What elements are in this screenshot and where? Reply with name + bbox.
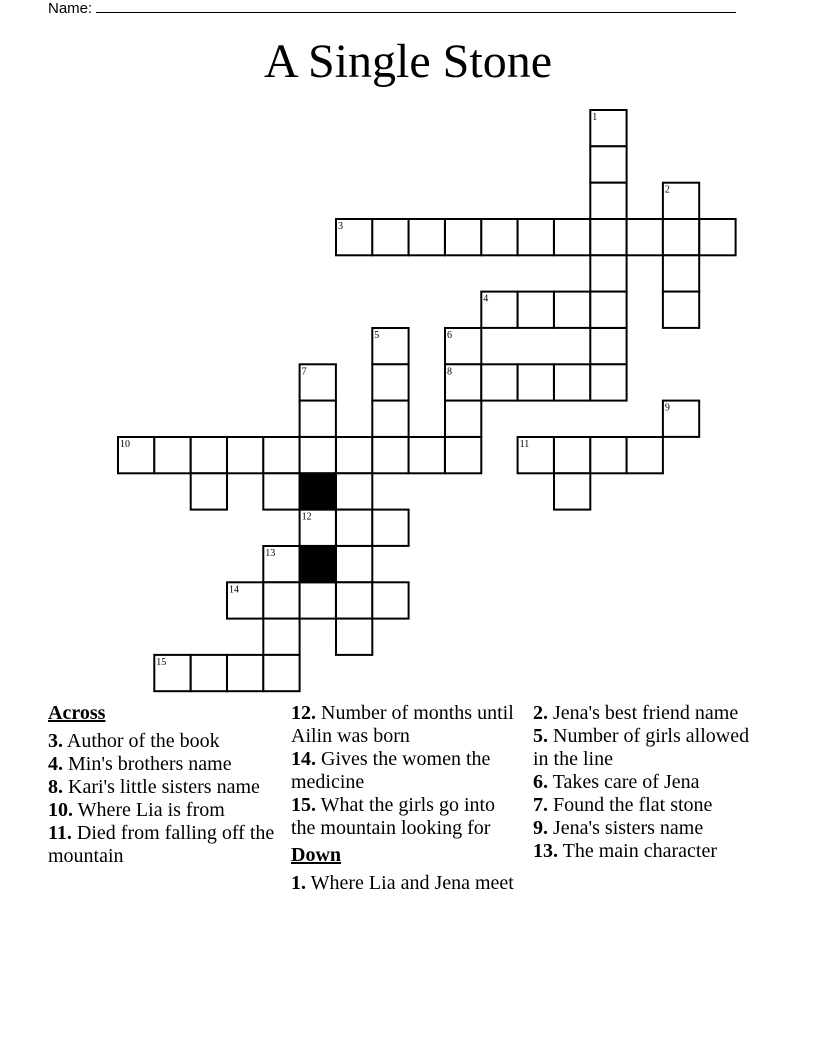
crossword-cell[interactable] xyxy=(590,219,626,255)
crossword-cell[interactable] xyxy=(191,655,227,691)
crossword-cell[interactable] xyxy=(372,219,408,255)
across-clue: 15. What the girls go into the mountain looking for xyxy=(291,794,496,839)
crossword-cell[interactable] xyxy=(590,364,626,400)
crossword-cell[interactable] xyxy=(445,437,481,473)
down-clue: 7. Found the flat stone xyxy=(533,794,713,816)
crossword-cell[interactable] xyxy=(263,619,299,655)
across-clue: 12. Number of months until Ailin was born xyxy=(291,702,514,747)
crossword-cell[interactable] xyxy=(227,437,263,473)
clues-column-2 xyxy=(291,702,519,895)
page-title: A Single Stone xyxy=(263,35,553,88)
crossword-cell[interactable] xyxy=(481,364,517,400)
crossword-cell[interactable] xyxy=(154,437,190,473)
clue-number: 12 xyxy=(301,511,312,523)
crossword-cell[interactable] xyxy=(590,328,626,364)
crossword-cell[interactable] xyxy=(300,437,336,473)
crossword-cell[interactable] xyxy=(627,219,663,255)
crossword-cell[interactable] xyxy=(445,219,481,255)
down-clue: 1. Where Lia and Jena meet xyxy=(291,872,514,894)
clues-column-3 xyxy=(533,702,761,863)
clue-number: 5 xyxy=(374,330,380,341)
across-clue: 14. Gives the women the medicine xyxy=(291,748,491,793)
crossword-cell[interactable] xyxy=(263,582,299,618)
crossword-cell[interactable] xyxy=(445,401,481,437)
clue-number: 8 xyxy=(447,366,452,378)
clue-number: 9 xyxy=(664,402,670,414)
blocked-cell xyxy=(300,473,336,509)
down-heading: Down xyxy=(291,844,342,866)
crossword-cell[interactable] xyxy=(263,473,299,509)
name-label: Name: xyxy=(48,0,93,17)
crossword-cell[interactable] xyxy=(336,510,372,546)
crossword-cell[interactable] xyxy=(627,437,663,473)
crossword-cell[interactable] xyxy=(590,183,626,219)
crossword-cell[interactable] xyxy=(336,546,372,582)
crossword-cell[interactable] xyxy=(554,364,590,400)
crossword-cell[interactable] xyxy=(518,364,554,400)
crossword-cell[interactable] xyxy=(409,437,445,473)
crossword-cell[interactable] xyxy=(263,437,299,473)
across-clue: 10. Where Lia is from xyxy=(48,799,225,821)
crossword-cell[interactable] xyxy=(663,292,699,328)
clue-number: 7 xyxy=(301,366,307,378)
crossword-cell[interactable] xyxy=(336,582,372,618)
crossword-cell[interactable] xyxy=(590,437,626,473)
crossword-cell[interactable] xyxy=(554,473,590,509)
crossword-cell[interactable] xyxy=(191,473,227,509)
across-clue: 11. Died from falling off the mountain xyxy=(48,822,275,867)
crossword-cell[interactable] xyxy=(336,437,372,473)
blocked-cell xyxy=(300,546,336,582)
clue-number: 1 xyxy=(592,112,598,123)
crossword-cell[interactable] xyxy=(663,255,699,291)
crossword-cell[interactable] xyxy=(336,473,372,509)
down-clue: 6. Takes care of Jena xyxy=(533,771,700,793)
crossword-cell[interactable] xyxy=(409,219,445,255)
crossword-cell[interactable] xyxy=(372,437,408,473)
across-clue: 4. Min's brothers name xyxy=(48,753,232,775)
clue-number: 14 xyxy=(229,584,239,596)
crossword-cell[interactable] xyxy=(518,219,554,255)
down-clue: 9. Jena's sisters name xyxy=(533,817,704,839)
down-clue: 13. The main character xyxy=(533,840,717,862)
crossword-cell[interactable] xyxy=(590,255,626,291)
crossword-cell[interactable] xyxy=(263,655,299,691)
crossword-cell[interactable] xyxy=(554,437,590,473)
clue-number: 3 xyxy=(338,221,343,232)
crossword-cell[interactable] xyxy=(663,219,699,255)
crossword-cell[interactable] xyxy=(590,146,626,182)
crossword-cell[interactable] xyxy=(554,219,590,255)
down-clue: 2. Jena's best friend name xyxy=(533,702,739,724)
crossword-cell[interactable] xyxy=(699,219,735,255)
crossword-cell[interactable] xyxy=(300,401,336,437)
crossword-cell[interactable] xyxy=(481,219,517,255)
clue-number: 15 xyxy=(156,656,167,668)
crossword-cell[interactable] xyxy=(590,292,626,328)
crossword-cell[interactable] xyxy=(300,582,336,618)
clue-number: 11 xyxy=(519,439,530,450)
across-clue: 8. Kari's little sisters name xyxy=(48,776,260,798)
clue-number: 10 xyxy=(120,439,130,450)
crossword-cell[interactable] xyxy=(372,364,408,400)
crossword-cell[interactable] xyxy=(372,582,408,618)
crossword-cell[interactable] xyxy=(554,292,590,328)
across-clue: 3. Author of the book xyxy=(48,730,220,752)
clue-number: 4 xyxy=(483,293,489,305)
crossword-cell[interactable] xyxy=(372,401,408,437)
crossword-cell[interactable] xyxy=(227,655,263,691)
down-clue: 5. Number of girls allowed in the line xyxy=(533,725,750,770)
crossword-cell[interactable] xyxy=(336,619,372,655)
across-heading: Across xyxy=(48,702,106,724)
crossword-cell[interactable] xyxy=(518,292,554,328)
clue-number: 13 xyxy=(265,548,276,559)
clue-number: 6 xyxy=(447,330,452,341)
crossword-cell[interactable] xyxy=(372,510,408,546)
crossword-cell[interactable] xyxy=(191,437,227,473)
clue-number: 2 xyxy=(664,184,670,196)
clues-column-1 xyxy=(48,702,276,868)
